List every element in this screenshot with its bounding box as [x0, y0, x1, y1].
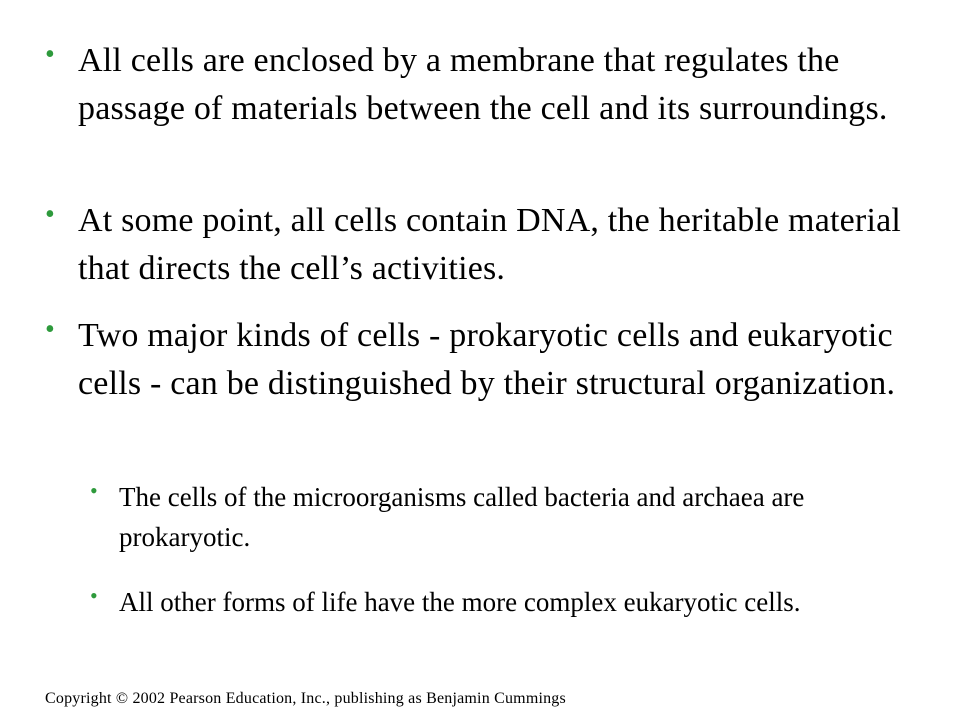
bullet-icon: •: [45, 314, 55, 345]
sub-bullet-text: All other forms of life have the more complex eukaryotic cells.: [119, 587, 801, 617]
sub-bullet-text: The cells of the microorganisms called bacteria and archaea are prokaryotic.: [119, 482, 805, 552]
sub-bullet-icon: •: [90, 583, 98, 608]
bullet-text: Two major kinds of cells - prokaryotic cells and eukaryotic cells - can be distinguished by their structural organization.: [78, 317, 896, 402]
bullet-text: At some point, all cells contain DNA, the heritable material that directs the cell’s activities.: [78, 202, 902, 287]
bullet-text: All cells are enclosed by a membrane that regulates the passage of materials between the cell and its surroundings.: [78, 42, 888, 127]
bullet-icon: •: [45, 39, 55, 70]
copyright-notice: Copyright © 2002 Pearson Education, Inc., publishing as Benjamin Cummings: [45, 690, 566, 707]
bullet-icon: •: [45, 199, 55, 230]
sub-bullet-icon: •: [90, 478, 98, 503]
